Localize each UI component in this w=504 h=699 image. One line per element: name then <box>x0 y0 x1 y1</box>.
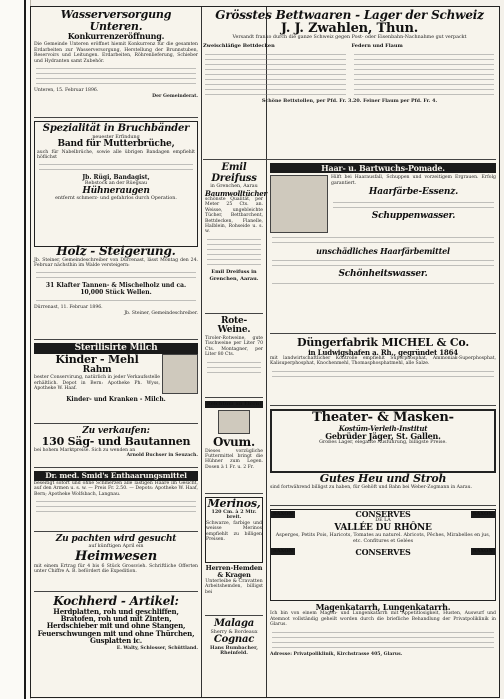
saxon-badge-bottom-right: SAXON <box>472 548 493 555</box>
ad-koch-l1: Herdplatten, roh und geschliffen, <box>53 606 179 616</box>
ad-zu-verkaufen <box>34 427 198 468</box>
ad-spezial-maker: Jb. Rügi, Bandagist, <box>82 174 150 182</box>
ad-heu-stroh <box>270 473 496 506</box>
ad-ovum-title: Ovum. <box>212 435 256 449</box>
ad-ovum-body: Dieses vorzügliche Futtermittel bringt die Hühner zum Legen. Dosen à 1 Fr. u. 2 Fr. <box>205 448 263 470</box>
ad-verkaufen-body: bei hohem Marktpreise. Sich zu wenden an <box>34 447 136 453</box>
ad-pachten-big: Heimwesen <box>75 549 157 565</box>
ad-smid-title: Dr. med. Smid's Enthaarungsmittel <box>34 471 198 481</box>
ad-spezialitaet <box>34 121 198 247</box>
ad-wasserversorgung <box>34 9 198 118</box>
ad-smid-body: beseitigt sofort und ohne Schmerzen alle lästigen Haare im Gesicht, auf den Armen u. s. w. — Preis Fr. 2.50. — Depots: Apotheke W. Haaf, Bern; Apotheke Wolfsbach, Langnau. <box>34 480 198 497</box>
ad-malaga-sign: Hans Bumbacher, Rheinfeld. <box>210 644 258 657</box>
ad-haar-body: Hilft bei Haarausfall, Schuppen und vorzeitigem Ergrauen. Erfolg garantiert. <box>331 175 496 186</box>
ad-spezial-sub: neuester Erfindung <box>92 134 140 140</box>
ad-conserves-saxon <box>270 509 496 601</box>
ad-bett-title: Grösstes Bettwaaren - Lager der Schweiz <box>215 8 484 22</box>
ad-rote-weine <box>205 317 263 398</box>
ad-theater-sub: Kostüm-Verleih-Institut <box>338 423 428 433</box>
saxon-badge-bottom-left: SAXON <box>273 548 294 555</box>
ad-heu-body: sind fortwährend billigst zu haben, für Gehöft und Bahn bei Weber-Zogmann in Aarau. <box>270 484 473 490</box>
ad-wasser-body: Die Gemeinde Unteren eröffnet hiemit Konkurrenz für die gesamten Erdarbeiten zur Wasserversorgung, Herstellung der Brunnstuben, Reservoirs und Leitungen. Erdarbeiten, Röhrenlieferung, Schieber und Hydranten samt Zubehör. <box>34 42 198 64</box>
ad-verkaufen-sign: Arnold Buchser in Seuzach. <box>126 453 198 459</box>
ad-emil-kind: Baumwolltücher <box>205 188 267 198</box>
ad-spezial-line2: Band für Mutterbrüche, <box>57 139 175 150</box>
ad-enthaarungsmittel <box>34 471 198 532</box>
ad-michel-sub: in Ludwigshafen a. Rh., gegründet 1864 <box>308 347 458 357</box>
ad-holz-item2: 10,000 Stück Wellen. <box>80 289 152 297</box>
ad-pachten-body: mit einem Ertrag für 4 bis 6 Stück Grossvieh. Schriftliche Offerten unter Chiffre A. B. befördert die Expedition. <box>34 563 198 575</box>
ad-herren-hemden <box>205 565 263 616</box>
ad-milch-title3: Rahm <box>82 364 112 375</box>
gutter-edge-line <box>24 0 26 699</box>
ad-holz-steigerung <box>34 245 198 340</box>
ad-verkaufen-title: Zu verkaufen: <box>82 426 150 436</box>
ad-theater-masken <box>270 409 496 473</box>
ad-haar-pomade <box>270 163 496 334</box>
ad-emil-dreifuss <box>205 162 267 314</box>
ad-verkaufen-big: 130 Säg- und Bautannen <box>41 435 191 449</box>
ad-kochherd-artikel <box>34 595 198 693</box>
ad-emil-title: Emil Dreifuss <box>211 162 257 184</box>
ad-vallee-conserves-bottom: CONSERVES <box>355 546 411 557</box>
ad-magen-body: Ich bin von einem Magen- und Lungenkatarrh mit Appetitlosigkeit, Husten, Auswurf und Atemnot vollständig geheilt worden durch die briefliche Behandlung der Privatpoliklinik in Glarus. <box>270 611 496 628</box>
saxon-badge-left: SAXON <box>273 510 294 517</box>
ad-emil-body: schönste Qualität, per Meter 25 Cts. an. Weisse, ungebleichte Tücher, Bettbarchent, Bettdecken, Flanelle, Halblein, Rohseide u. s. w. <box>205 196 263 235</box>
ad-magen-title: Magenkatarrh, Lungenkatarrh. <box>315 602 451 612</box>
ad-bett-footer: Schöne Bettstollen, per Pfd. Fr. 3.20. Feiner Flaum per Pfd. Fr. 4. <box>261 97 438 104</box>
ad-herren-title: Herren-Hemden & Kragen <box>205 564 263 579</box>
ad-wasser-title: Wasserversorgung Unteren. <box>60 8 172 33</box>
ad-koch-sign: E. Walty, Schlosser, Schüttland. <box>116 646 198 652</box>
ad-magen-sign: Adresse: Privatpoliklinik, Kirchstrasse 405, Glarus. <box>270 651 403 657</box>
ad-holz-title: Holz - Steigerung. <box>56 244 176 258</box>
cow-illustration <box>162 354 198 394</box>
saxon-badge-right: SAXON <box>472 510 493 517</box>
ad-haar-sub: Haarfärbe-Essenz. <box>368 187 459 198</box>
ad-koch-title: Kochherd - Artikel: <box>53 594 179 608</box>
ad-milch-body: bester Conservirung, natürlich in jeder Verkaufsstelle erhältlich. Depot in Bern: Apotheke Ph. Wyss, Apotheke W. Haaf. <box>34 375 160 392</box>
ad-holz-item: 31 Klafter Tannen- & Mischelholz und ca. <box>45 282 187 290</box>
ad-vallee-de-la: DE LA <box>375 518 391 524</box>
ad-magenkatarrh <box>270 603 496 693</box>
ad-ovum <box>205 401 263 494</box>
ad-rote-title: Rote-Weine. <box>217 316 251 336</box>
ad-haar-sub2: Schuppenwasser. <box>371 210 456 221</box>
ad-bett-firm: J. J. Zwahlen, Thun. <box>280 20 419 36</box>
ad-holz-footer: Dürrenast, 11. Februar 1896. <box>34 305 103 311</box>
ad-wasser-subtitle: Konkurrenzeröffnung. <box>67 31 165 42</box>
ad-vallee-body: Asperges, Petits Pois, Haricots, Tomates au naturel. Abricots, Pêches, Mirabelles en jus, etc. Confitures et Gelées <box>275 533 491 545</box>
ad-milch-title1: Sterilisirte Milch <box>34 343 198 354</box>
ad-holz-body: Jb. Steiner, Gemeindeschreiber von Dürrenast, lässt Montag den 24. Februar nächsthin im Walde versteigern: <box>34 257 198 268</box>
ad-wasser-footer: Unteren, 15. Februar 1896. <box>34 88 99 94</box>
ad-wasser-sign: Der Gemeinderat. <box>152 93 198 99</box>
hen-illustration <box>218 410 250 434</box>
column-left <box>31 7 202 697</box>
ad-milch-tag: Kinder- und Kranken - Milch. <box>66 396 166 404</box>
ad-malaga-title: Malaga <box>213 618 255 629</box>
ad-malaga-sub: Sherry & Bordeaux <box>210 629 258 635</box>
ad-koch-l4: Feuerschwungen mit und ohne Thürchen, <box>37 628 195 638</box>
ad-michel-body: mit landwirtschaftlicher Kontrolle empfiehlt Superphosphat, Ammoniak-Superphosphat, Kalisuperphosphat, Knochenmehl, Thomasphosphatmehl, alle Salze. <box>270 355 496 367</box>
ad-koch-l5: Gusplatten ic. <box>89 635 143 645</box>
ad-herren-sub: Unterleibe & Cravatten <box>205 578 263 584</box>
binding-gutter <box>0 0 31 699</box>
advertisement-sheet <box>30 6 500 698</box>
ad-haar-sub4: Schönheitswasser. <box>338 268 428 279</box>
ad-rote-body: Tiroler-Rotweine, gute Tischweine per Liter 70 Cts. Montagner, per Liter 80 Cts. <box>205 335 263 358</box>
ad-merinos-title: Merinos, <box>207 497 261 510</box>
ad-bett-kind2: Federn und Flaum <box>351 42 403 49</box>
ad-zu-pachten <box>34 535 198 592</box>
ad-spezial-extra: Hühneraugen <box>82 185 150 196</box>
ad-spezial-extra-body: entfernt schmerz- und gefahrlos durch Operation. <box>55 196 177 202</box>
ad-haar-sub3: unschädliches Haarfärbemittel <box>316 246 450 257</box>
ad-sterilisirte-milch <box>34 343 198 424</box>
ad-holz-sign: Jb. Steiner, Gemeindeschreiber. <box>124 310 198 316</box>
ad-theater-title: Theater- & Masken- <box>312 410 454 425</box>
ad-spezial-body: auch für Nabelbrüche, sowie alle übrigen Bandagen empfiehlt höflichst <box>37 149 195 160</box>
ad-bett-sub: Versandt franko durch die ganze Schweiz gegen Post- oder Eisenbahn-Nachnahme gut verpackt <box>232 35 467 41</box>
portrait-illustration <box>270 175 328 233</box>
ad-pachten-title: Zu pachten wird gesucht <box>55 534 177 544</box>
ad-bettwaaren <box>203 9 496 160</box>
ad-merinos <box>205 497 263 563</box>
ad-heu-title: Gutes Heu und Stroh <box>319 472 447 485</box>
ad-herren-body: Arbeitshemden, billigst bei <box>205 584 263 595</box>
ad-merinos-body: Schwarze, farbige und weisse Merinos empfiehlt zu billigen Preisen. <box>206 520 262 542</box>
ad-ovum-badge: Reichtum an Eiern! <box>206 401 262 407</box>
ad-merinos-sub: 120 Cm. à 2 Mtr. breit. <box>211 508 257 521</box>
ad-michel-title: Düngerfabrik MICHEL & Co. <box>297 336 469 349</box>
ad-theater-body: Großes Lager, elegante Ausführung, billigste Preise. <box>319 440 447 446</box>
ad-spezial-title: Spezialität in Bruchbänder <box>42 123 190 134</box>
ad-koch-l2: Bratofen, roh und mit Zinten, <box>60 613 172 623</box>
ad-theater-firm: Gebrüder Jäger, St. Gallen. <box>325 430 441 441</box>
ad-vallee-title: VALLÉE DU RHÔNE <box>334 522 432 533</box>
ad-koch-l3: Herdschieber mit und ohne Stangen, <box>46 621 186 631</box>
ad-pachten-sub: auf künftigen April ein <box>88 544 144 550</box>
ad-malaga-title2: Cognac <box>213 634 255 646</box>
ad-duengerfabrik <box>270 337 496 406</box>
ad-haar-title: Haar- u. Bartwuchs-Pomade. <box>270 163 496 173</box>
ad-emil-footer: Emil Dreifuss in Grenchen, Aarau. <box>209 268 259 282</box>
ad-vallee-conserves: CONSERVES <box>355 509 411 519</box>
ad-malaga <box>205 619 263 693</box>
ad-emil-sub: in Grenchen, Aarau <box>210 184 258 189</box>
ad-milch-title2: Kinder - Mehl <box>55 353 139 367</box>
ad-bett-kind1: Zweischläfige Bettdecken <box>203 42 275 49</box>
ad-spezial-city: Rebstock an der Rüegsau <box>84 181 148 187</box>
